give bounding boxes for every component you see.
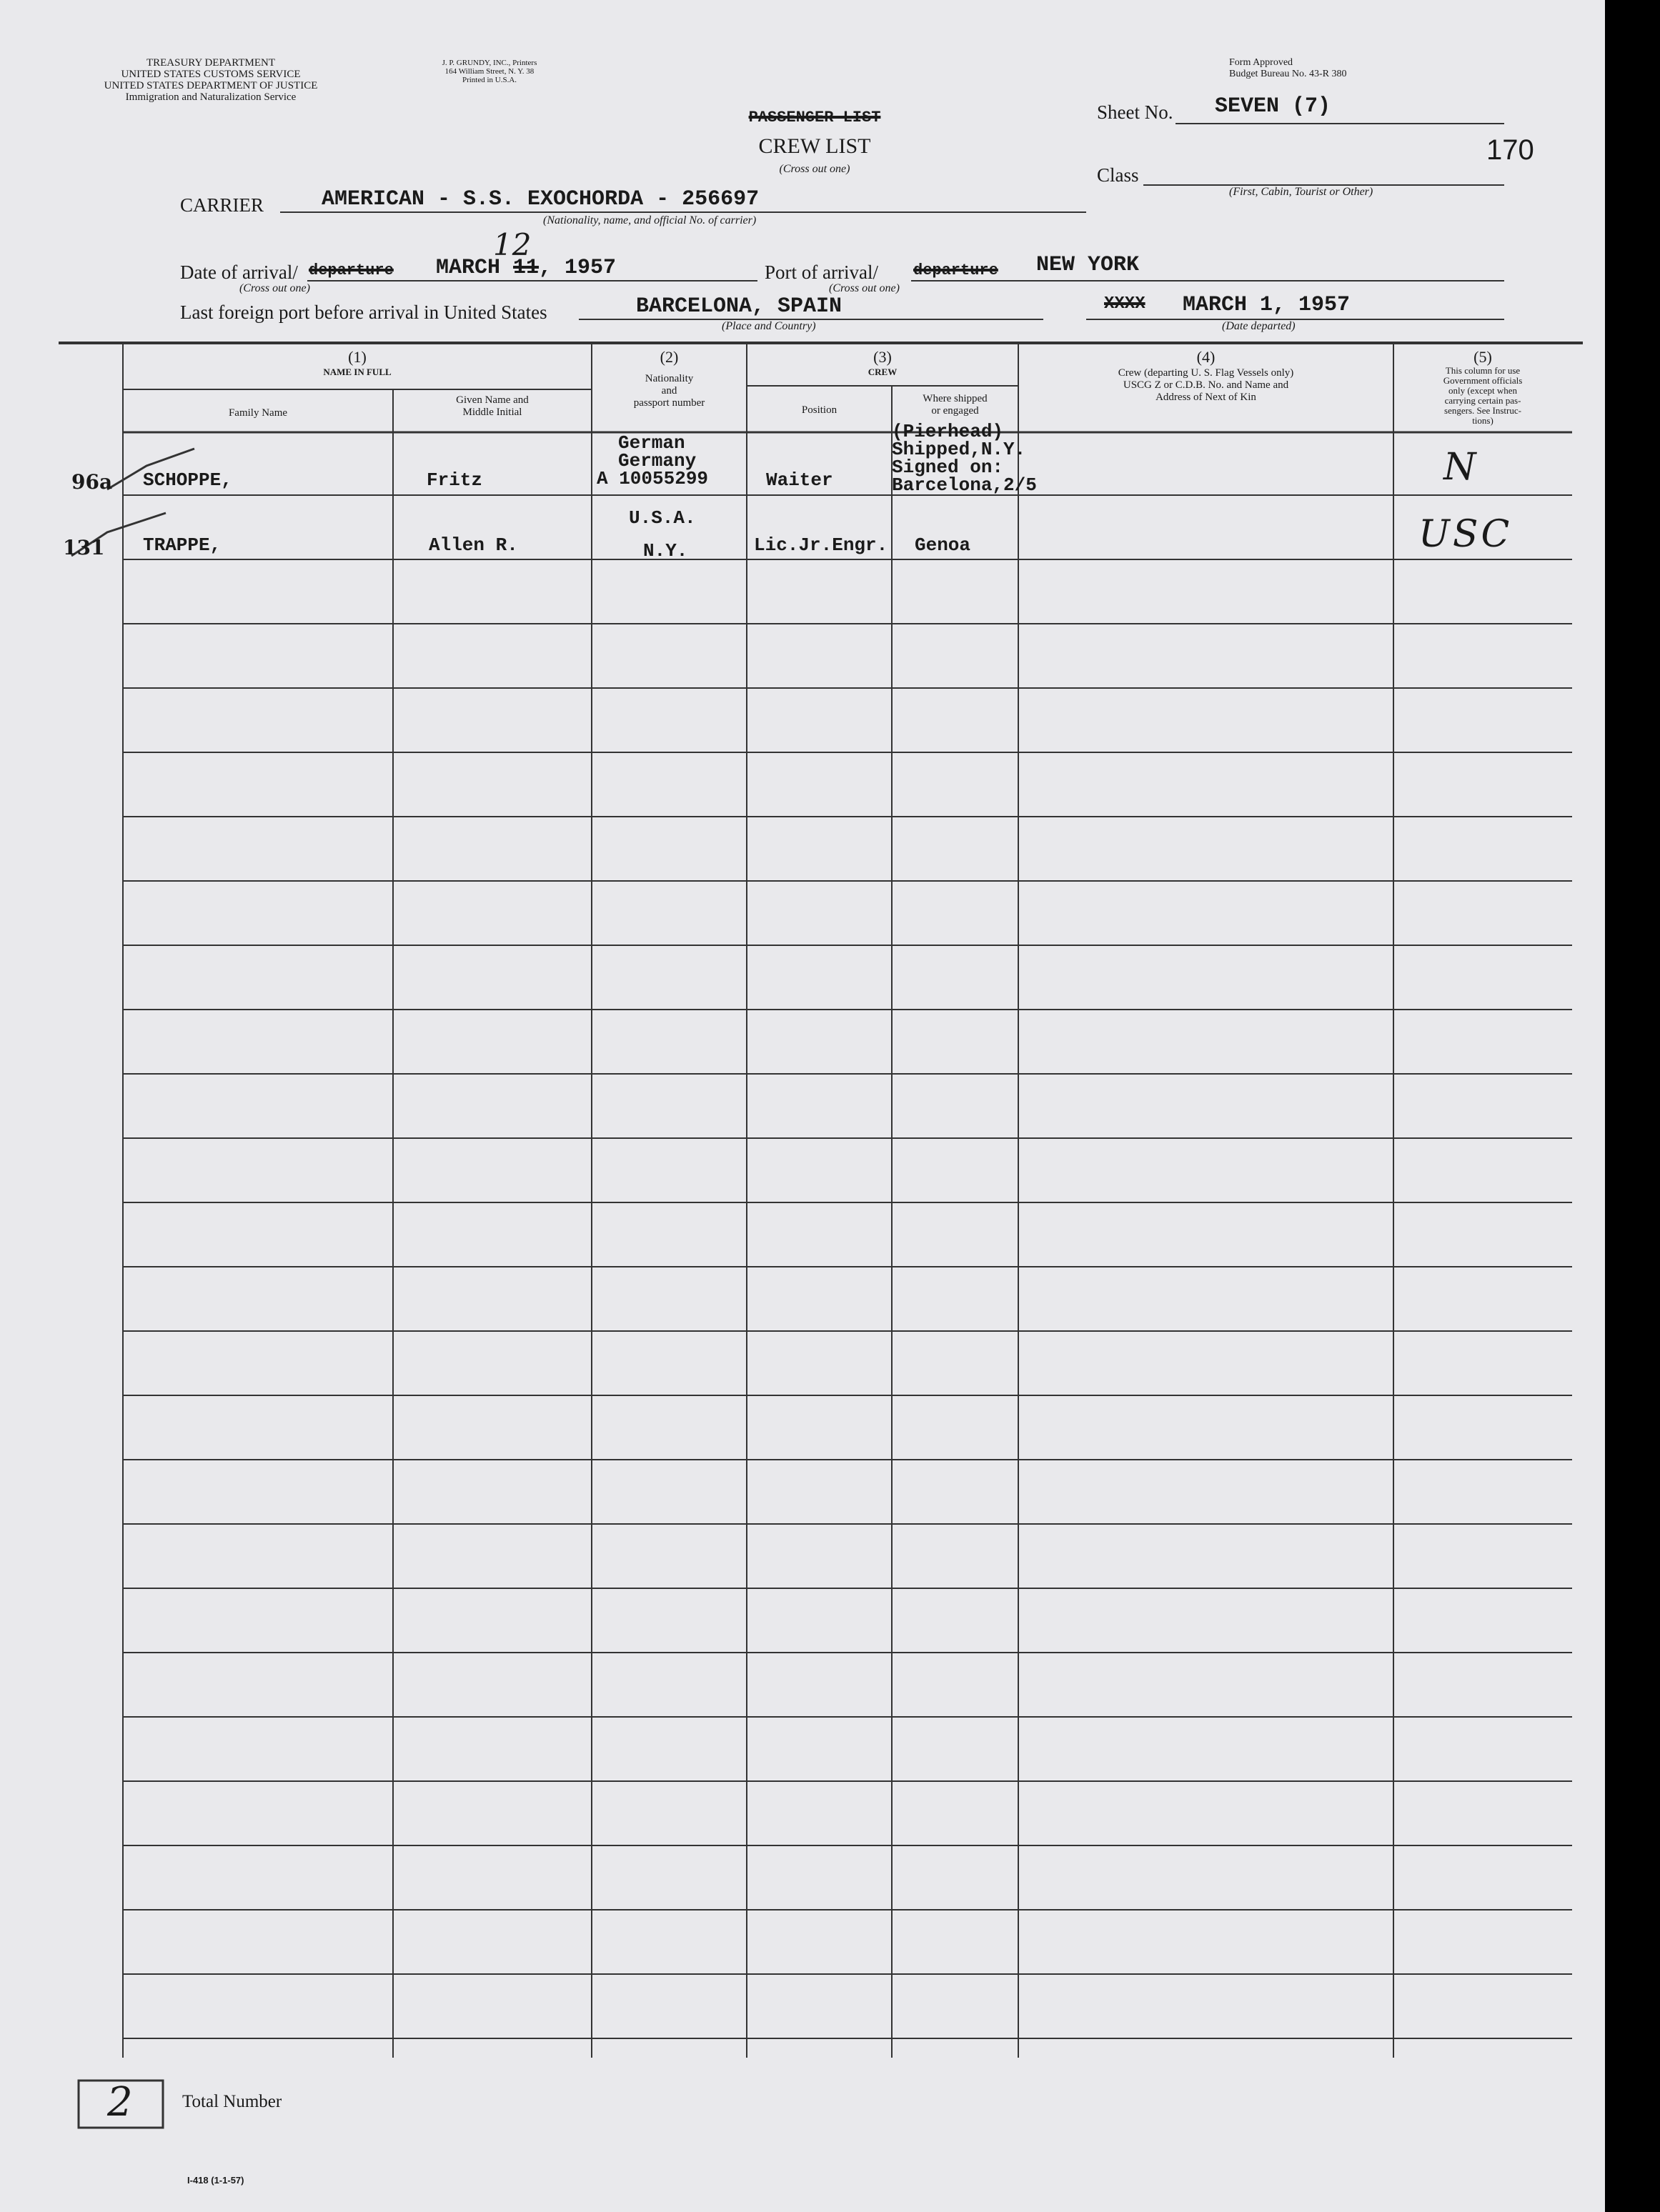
col3b-line-2: or engaged — [931, 405, 979, 417]
date-correction: 12 — [493, 227, 532, 262]
printer-line-1: J. P. GRUNDY, INC., Printers — [442, 59, 537, 67]
carrier-value: AMERICAN - S.S. EXOCHORDA - 256697 — [322, 187, 760, 211]
col2-line-2: and — [661, 385, 677, 397]
family-name: TRAPPE, — [143, 534, 222, 556]
col1-title: NAME IN FULL — [323, 367, 392, 377]
given-name: Fritz — [427, 469, 483, 491]
col5-line-2: Government officials — [1443, 375, 1523, 386]
shipped-line-1: (Pierhead) — [892, 421, 1004, 442]
class-caption: (First, Cabin, Tourist or Other) — [1229, 186, 1373, 198]
col2-line-1: Nationality — [645, 373, 694, 384]
printer-line-3: Printed in U.S.A. — [462, 76, 517, 84]
col4-line-2: USCG Z or C.D.B. No. and Name and — [1123, 379, 1289, 391]
nationality — [597, 434, 708, 488]
last-port-value: BARCELONA, SPAIN — [636, 294, 843, 319]
col5-line-4: carrying certain pas- — [1444, 395, 1521, 406]
port-label: Port of arrival/ — [765, 261, 878, 283]
col5-line-5: sengers. See Instruc- — [1444, 405, 1521, 416]
position: Waiter — [766, 469, 833, 491]
date-label: Date of arrival/ — [180, 261, 298, 283]
col5-line-1: This column for use — [1445, 365, 1521, 376]
nationality — [629, 502, 696, 567]
col4-number: (4) — [1196, 348, 1216, 366]
col3-title: CREW — [868, 367, 898, 377]
col3a-header: Position — [801, 404, 838, 416]
official-mark: N — [1443, 446, 1476, 489]
title-caption: (Cross out one) — [779, 163, 850, 175]
col4-line-1: Crew (departing U. S. Flag Vessels only) — [1118, 367, 1294, 379]
class-label: Class — [1097, 164, 1139, 186]
page-number: 170 — [1486, 134, 1534, 166]
sheet-label: Sheet No. — [1097, 101, 1173, 123]
col5-number: (5) — [1473, 348, 1492, 366]
official-mark: USC — [1418, 513, 1513, 556]
col1-header — [123, 349, 592, 378]
col5-line-3: only (except when — [1448, 385, 1518, 396]
total-number-label: Total Number — [182, 2092, 282, 2111]
col1a-header: Family Name — [228, 407, 288, 419]
nationality-line-2: Germany — [618, 450, 697, 472]
row-margin-note: 131 — [63, 536, 105, 559]
departed-caption: (Date departed) — [1222, 320, 1296, 332]
col2-header — [592, 349, 747, 409]
col4-line-3: Address of Next of Kin — [1155, 392, 1256, 403]
port-value: NEW YORK — [1036, 253, 1140, 277]
agency-line-3: UNITED STATES DEPARTMENT OF JUSTICE — [104, 80, 318, 91]
printer-line-2: 164 William Street, N. Y. 38 — [444, 67, 535, 76]
nationality-line-2: N.Y. — [643, 540, 688, 562]
departed-date-value: MARCH 1, 1957 — [1183, 293, 1351, 317]
carrier-caption: (Nationality, name, and official No. of carrier) — [543, 214, 757, 226]
nationality-line-1: German — [618, 432, 685, 454]
approval-line-2: Budget Bureau No. 43-R 380 — [1229, 69, 1347, 79]
position: Lic.Jr.Engr. — [754, 534, 888, 556]
form-title: CREW LIST — [758, 134, 871, 158]
col1-number: (1) — [348, 348, 367, 366]
shipped-line-2: Shipped,N.Y. — [892, 439, 1026, 460]
arrival-date-value: MARCH 11, 1957 — [436, 256, 617, 280]
agency-line-2: UNITED STATES CUSTOMS SERVICE — [121, 69, 301, 80]
shipped-line-3: Signed on: — [892, 457, 1004, 478]
col1b-line-2: Middle Initial — [462, 407, 522, 418]
col1b-header — [393, 394, 592, 419]
nationality-line-1: U.S.A. — [629, 507, 696, 529]
col3b-line-1: Where shipped — [923, 393, 988, 404]
col2-number: (2) — [660, 348, 679, 366]
col3b-header — [892, 393, 1018, 417]
agency-line-4: Immigration and Naturalization Service — [125, 91, 297, 103]
where-shipped: Genoa — [915, 534, 971, 556]
col5-line-6: tions) — [1472, 415, 1493, 426]
col2-line-3: passport number — [633, 397, 705, 409]
last-port-caption: (Place and Country) — [722, 320, 816, 332]
given-name: Allen R. — [429, 534, 518, 556]
shipped-line-4: Barcelona,2/5 — [892, 474, 1037, 496]
carrier-label: CARRIER — [180, 194, 264, 216]
last-port-crossed: XXXX — [1104, 294, 1145, 314]
last-port-label: Last foreign port before arrival in United States — [180, 302, 547, 323]
col1b-line-1: Given Name and — [456, 394, 529, 406]
passport-number: A 10055299 — [597, 468, 709, 489]
date-crossed: departure — [309, 261, 394, 279]
col4-header — [1018, 349, 1393, 404]
sheet-value: SEVEN (7) — [1215, 94, 1331, 119]
col3-header — [747, 349, 1018, 378]
port-caption: (Cross out one) — [829, 282, 900, 294]
col5-header — [1393, 349, 1572, 426]
date-caption: (Cross out one) — [239, 282, 310, 294]
col3-number: (3) — [873, 348, 892, 366]
approval-line-1: Form Approved — [1229, 57, 1293, 68]
agency-line-1: TREASURY DEPARTMENT — [146, 57, 276, 69]
row-margin-note: 96a — [71, 470, 113, 494]
form-number: I-418 (1-1-57) — [187, 2175, 244, 2186]
total-number-value: 2 — [107, 2079, 133, 2126]
family-name: SCHOPPE, — [143, 469, 232, 491]
where-shipped — [892, 423, 1037, 494]
port-crossed: departure — [913, 261, 998, 279]
title-crossed: PASSENGER LIST — [748, 109, 881, 126]
